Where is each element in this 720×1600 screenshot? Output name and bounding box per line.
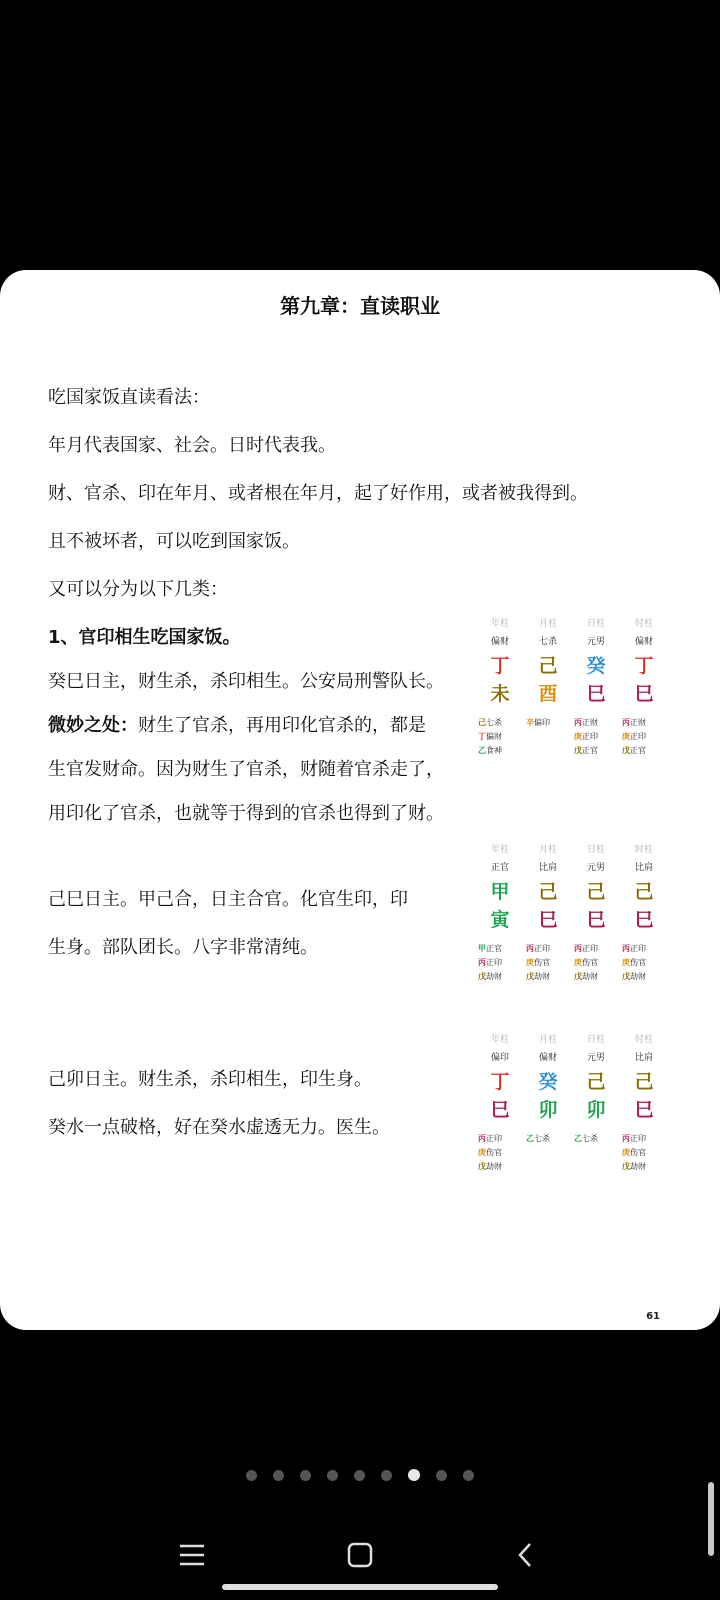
hidden-stem-row: [478, 1160, 524, 1174]
hidden-stem-god: 偏财: [486, 732, 502, 741]
hidden-stem-char: 戊: [526, 972, 534, 981]
hidden-stem-row: [622, 730, 668, 744]
pager-dot[interactable]: [381, 1470, 392, 1481]
hidden-stem-row: [526, 1132, 572, 1146]
hidden-stem-char: 戊: [574, 746, 582, 755]
hidden-stem-god: 劫财: [486, 1162, 502, 1171]
ten-god-label: 偏印: [490, 1053, 509, 1063]
hidden-stem-god: 正印: [630, 944, 646, 953]
hidden-stem-char: 丙: [622, 1134, 630, 1143]
pillar-label: 月柱: [538, 1035, 557, 1045]
hidden-stem-row: [478, 970, 524, 984]
home-gesture-bar[interactable]: [222, 1584, 498, 1590]
hidden-stem-row: [478, 942, 524, 956]
hidden-stem-row: [574, 744, 620, 758]
heavenly-stem: 己: [634, 881, 654, 903]
hidden-stem-god: 食神: [486, 746, 502, 755]
pillar-column: [620, 1032, 668, 1174]
hidden-stem-char: 丙: [622, 718, 630, 727]
earthly-branch: 巳: [538, 909, 558, 931]
hidden-stem-god: 伤官: [630, 958, 646, 967]
hidden-stem-char: 丙: [478, 1134, 486, 1143]
hidden-stem-row: [574, 716, 620, 730]
intro-line: 又可以分为以下几类：: [48, 579, 228, 600]
hidden-stem-char: 庚: [622, 732, 630, 741]
document-page: [0, 270, 720, 1330]
ten-god-label: 偏财: [490, 637, 509, 647]
hidden-stem-char: 丙: [574, 718, 582, 727]
hidden-stem-char: 戊: [622, 1162, 630, 1171]
ten-god-label: 偏财: [538, 1053, 557, 1063]
hidden-stem-god: 正官: [582, 746, 598, 755]
hidden-stems: [476, 716, 524, 758]
hidden-stem-char: 丙: [574, 944, 582, 953]
hidden-stem-god: 劫财: [582, 972, 598, 981]
hidden-stem-row: [622, 1160, 668, 1174]
hidden-stem-god: 七杀: [582, 1134, 598, 1143]
pager-dot[interactable]: [408, 1469, 420, 1481]
hidden-stem-god: 正官: [630, 746, 646, 755]
hidden-stem-row: [478, 730, 524, 744]
pillar-label: 月柱: [538, 845, 557, 855]
earthly-branch: 卯: [538, 1099, 558, 1121]
pillar-label: 日柱: [586, 619, 605, 629]
hidden-stems: [524, 942, 572, 984]
section-heading: 1、官印相生吃国家饭。: [48, 627, 241, 648]
section3-line: 癸水一点破格，好在癸水虚透无力。医生。: [48, 1117, 390, 1138]
hidden-stems: [524, 1132, 572, 1146]
heavenly-stem: 己: [538, 881, 558, 903]
hidden-stem-god: 正印: [582, 732, 598, 741]
hidden-stem-god: 七杀: [486, 718, 502, 727]
hidden-stem-god: 劫财: [630, 1162, 646, 1171]
hidden-stem-char: 戊: [622, 972, 630, 981]
hidden-stem-row: [622, 956, 668, 970]
hidden-stem-char: 乙: [574, 1134, 582, 1143]
hidden-stem-char: 庚: [526, 958, 534, 967]
hidden-stem-god: 偏印: [534, 718, 550, 727]
hidden-stem-row: [574, 970, 620, 984]
hidden-stem-char: 己: [478, 718, 486, 727]
hidden-stem-row: [622, 1132, 668, 1146]
pager-dot[interactable]: [436, 1470, 447, 1481]
intro-line: 财、官杀、印在年月、或者根在年月，起了好作用，或者被我得到。: [48, 483, 588, 504]
pillar-column: [524, 1032, 572, 1146]
intro-line: 且不被坏者，可以吃到国家饭。: [48, 531, 300, 552]
hidden-stem-row: [622, 970, 668, 984]
hidden-stem-god: 伤官: [630, 1148, 646, 1157]
heavenly-stem: 癸: [586, 655, 606, 677]
hidden-stem-char: 乙: [478, 746, 486, 755]
hidden-stem-god: 正官: [486, 944, 502, 953]
hidden-stem-char: 甲: [478, 944, 486, 953]
ten-god-label: 元男: [586, 1053, 605, 1063]
hidden-stem-god: 劫财: [534, 972, 550, 981]
pillar-column: [572, 1032, 620, 1146]
hidden-stem-god: 伤官: [534, 958, 550, 967]
page-indicator[interactable]: [0, 1466, 720, 1485]
hidden-stem-char: 庚: [622, 958, 630, 967]
hidden-stem-char: 丙: [622, 944, 630, 953]
hidden-stem-row: [526, 716, 572, 730]
pillar-column: [476, 616, 524, 758]
ten-god-label: 元男: [586, 863, 605, 873]
earthly-branch: 巳: [490, 1099, 510, 1121]
hidden-stem-row: [622, 744, 668, 758]
hidden-stem-char: 庚: [574, 958, 582, 967]
hidden-stem-god: 正财: [630, 718, 646, 727]
hidden-stem-row: [574, 956, 620, 970]
ten-god-label: 偏财: [634, 637, 653, 647]
hidden-stem-char: 戊: [574, 972, 582, 981]
hidden-stem-char: 庚: [574, 732, 582, 741]
hidden-stem-god: 伤官: [486, 1148, 502, 1157]
pager-dot[interactable]: [354, 1470, 365, 1481]
hidden-stem-god: 正印: [582, 944, 598, 953]
hidden-stem-god: 正印: [630, 732, 646, 741]
hidden-stem-row: [622, 942, 668, 956]
section1-line: [48, 711, 426, 737]
intro-line: 年月代表国家、社会。日时代表我。: [48, 435, 336, 456]
pillar-label: 月柱: [538, 619, 557, 629]
hidden-stem-char: 乙: [526, 1134, 534, 1143]
pillar-column: [476, 1032, 524, 1174]
home-icon[interactable]: [340, 1535, 380, 1575]
heavenly-stem: 己: [586, 1071, 606, 1093]
pillar-column: [620, 616, 668, 758]
earthly-branch: 巳: [634, 1099, 654, 1121]
heavenly-stem: 癸: [538, 1071, 558, 1093]
hidden-stem-row: [526, 942, 572, 956]
hidden-stem-char: 庚: [478, 1148, 486, 1157]
section2-line: 生身。部队团长。八字非常清纯。: [48, 937, 318, 958]
hidden-stem-god: 劫财: [630, 972, 646, 981]
pillar-column: [572, 842, 620, 984]
section3-line: 己卯日主。财生杀，杀印相生，印生身。: [48, 1069, 372, 1090]
heavenly-stem: 己: [538, 655, 558, 677]
hidden-stems: [572, 1132, 620, 1146]
hidden-stem-row: [478, 956, 524, 970]
hidden-stems: [620, 1132, 668, 1174]
pager-dot[interactable]: [327, 1470, 338, 1481]
hidden-stem-char: 辛: [526, 718, 534, 727]
hidden-stem-god: 正印: [534, 944, 550, 953]
pager-dot[interactable]: [273, 1470, 284, 1481]
hidden-stem-char: 丙: [478, 958, 486, 967]
pillar-label: 时柱: [634, 619, 653, 629]
pillar-label: 日柱: [586, 845, 605, 855]
pillar-label: 年柱: [490, 845, 509, 855]
heavenly-stem: 甲: [490, 881, 510, 903]
hidden-stem-char: 戊: [622, 746, 630, 755]
hidden-stem-row: [478, 1146, 524, 1160]
hidden-stem-char: 丁: [478, 732, 486, 741]
hidden-stem-char: 戊: [478, 972, 486, 981]
ten-god-label: 比肩: [538, 863, 557, 873]
earthly-branch: 未: [490, 683, 510, 705]
back-icon[interactable]: [506, 1535, 546, 1575]
hidden-stems: [476, 942, 524, 984]
hidden-stem-god: 伤官: [582, 958, 598, 967]
hidden-stems: [476, 1132, 524, 1174]
intro-line: 吃国家饭直读看法：: [48, 387, 210, 408]
scroll-indicator[interactable]: [708, 1482, 714, 1556]
heavenly-stem: 己: [634, 1071, 654, 1093]
hidden-stem-god: 正印: [630, 1134, 646, 1143]
section1-line: 癸巳日主，财生杀，杀印相生。公安局刑警队长。: [48, 671, 444, 692]
heavenly-stem: 丁: [634, 655, 654, 677]
earthly-branch: 酉: [538, 683, 558, 705]
section1-line: 用印化了官杀，也就等于得到的官杀也得到了财。: [48, 803, 444, 824]
pillar-column: [524, 842, 572, 984]
pager-dot[interactable]: [463, 1470, 474, 1481]
pillar-column: [524, 616, 572, 730]
hidden-stems: [572, 942, 620, 984]
hidden-stem-god: 劫财: [486, 972, 502, 981]
page-title: 第九章：直读职业: [280, 294, 440, 318]
pillar-label: 年柱: [490, 1035, 509, 1045]
section2-line: 己巳日主。甲己合，日主合官。化官生印，印: [48, 889, 408, 910]
hidden-stem-god: 正印: [486, 1134, 502, 1143]
hidden-stem-god: 正财: [582, 718, 598, 727]
hidden-stems: [572, 716, 620, 758]
pillar-label: 时柱: [634, 845, 653, 855]
pillar-column: [620, 842, 668, 984]
hidden-stems: [620, 942, 668, 984]
hidden-stem-row: [622, 1146, 668, 1160]
hidden-stem-row: [526, 956, 572, 970]
hidden-stems: [620, 716, 668, 758]
heavenly-stem: 己: [586, 881, 606, 903]
heavenly-stem: 丁: [490, 1071, 510, 1093]
ten-god-label: 比肩: [634, 1053, 653, 1063]
hidden-stem-row: [574, 1132, 620, 1146]
pillar-column: [572, 616, 620, 758]
pillar-label: 时柱: [634, 1035, 653, 1045]
pager-dot[interactable]: [300, 1470, 311, 1481]
bold-lead: 微妙之处：: [48, 715, 138, 736]
ten-god-label: 比肩: [634, 863, 653, 873]
pillar-column: [476, 842, 524, 984]
hidden-stem-row: [478, 716, 524, 730]
earthly-branch: 寅: [490, 909, 510, 931]
hidden-stem-char: 庚: [622, 1148, 630, 1157]
ten-god-label: 正官: [490, 863, 509, 873]
earthly-branch: 卯: [586, 1099, 606, 1121]
pager-dot[interactable]: [246, 1470, 257, 1481]
hidden-stem-row: [478, 744, 524, 758]
hidden-stem-row: [622, 716, 668, 730]
ten-god-label: 七杀: [538, 637, 557, 647]
hidden-stem-char: 丙: [526, 944, 534, 953]
hidden-stem-row: [478, 1132, 524, 1146]
menu-icon[interactable]: [172, 1535, 212, 1575]
page-number: 61: [646, 1311, 660, 1322]
earthly-branch: 巳: [634, 909, 654, 931]
hidden-stem-row: [574, 730, 620, 744]
hidden-stem-row: [574, 942, 620, 956]
section1-text: 财生了官杀，再用印化官杀的，都是: [138, 715, 426, 736]
hidden-stem-god: 七杀: [534, 1134, 550, 1143]
section1-line: 生官发财命。因为财生了官杀，财随着官杀走了，: [48, 759, 444, 780]
hidden-stem-char: 戊: [478, 1162, 486, 1171]
heavenly-stem: 丁: [490, 655, 510, 677]
pillar-label: 日柱: [586, 1035, 605, 1045]
earthly-branch: 巳: [586, 683, 606, 705]
hidden-stems: [524, 716, 572, 730]
earthly-branch: 巳: [586, 909, 606, 931]
pillar-label: 年柱: [490, 619, 509, 629]
ten-god-label: 元男: [586, 637, 605, 647]
hidden-stem-row: [526, 970, 572, 984]
earthly-branch: 巳: [634, 683, 654, 705]
hidden-stem-god: 正印: [486, 958, 502, 967]
